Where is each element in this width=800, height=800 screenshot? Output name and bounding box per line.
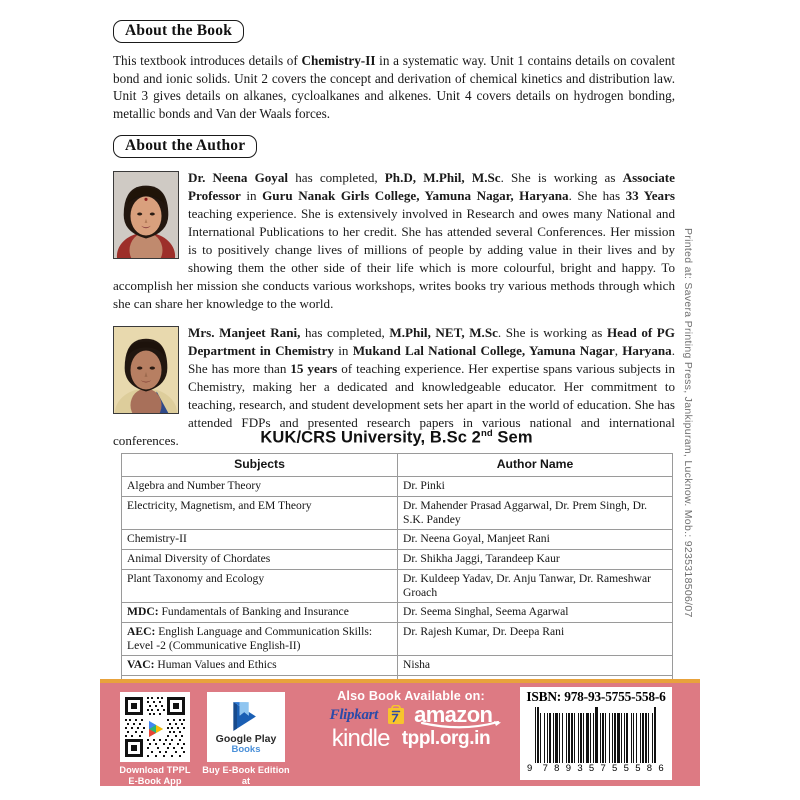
qr-code[interactable] <box>120 692 190 762</box>
about-the-book-paragraph: This textbook introduces details of Chemistry-II in a systematic way. Unit 1 contains details on covalent bond and ionic solids. Unit 2 covers the concept and derivation of chemical kinetics and distribution law. Unit 3 gives details on alkanes, cycloalkanes and alkenes. Unit 4 covers details on hydrogen bonding, metallic bonds and Van der Waals forces. <box>113 52 675 122</box>
barcode-digit: 5 <box>612 763 619 775</box>
table-row <box>122 476 673 496</box>
qr-caption-line2: E-Book App <box>128 776 182 787</box>
author-photo-manjeet-rani <box>113 326 179 414</box>
cell-subject: Electricity, Magnetism, and EM Theory <box>122 496 398 529</box>
author-bio-neena-goyal: Dr. Neena Goyal has completed, Ph.D, M.Phil, M.Sc. She is working as Associate Professor in Guru Nanak Girls College, Yamuna Nagar, Haryana. She has 33 Years teaching experience. She is extensively involved in Research and owes many National and International Publications to her credit. She has attended several Conferences. Her mission is to positively change lives of millions of people by adding value in their lives and by showing them the other side of their life which is more colourful, bright and happy. To accomplish her mission she conducts various workshops, writes books try various methods through which she can share her knowledge to the world. <box>113 169 676 311</box>
qr-code-icon <box>123 695 187 759</box>
tppl-website[interactable]: tppl.org.in <box>401 728 491 750</box>
gp-caption-line1: Buy E-Book Edition at <box>202 765 290 787</box>
cell-subject: AEC: English Language and Communication Skills: Level -2 (Communicative English-II) <box>122 623 398 656</box>
column-header-author-name: Author Name <box>398 453 673 476</box>
about-the-book-heading: About the Book <box>113 20 244 43</box>
barcode-digit: 7 <box>600 763 607 775</box>
syllabus-title-superscript: nd <box>480 428 493 439</box>
google-play-caption <box>198 765 294 799</box>
google-play-books-icon <box>228 700 264 733</box>
cell-author: Dr. Mahender Prasad Aggarwal, Dr. Prem Singh, Dr. S.K. Pandey <box>398 496 673 529</box>
amazon-swoosh-icon <box>420 721 504 730</box>
barcode-digit: 8 <box>554 763 561 775</box>
qr-caption <box>112 765 198 787</box>
google-books-label: Books <box>231 744 261 756</box>
amazon-wordmark: amazon <box>414 702 493 727</box>
barcode-digit: 6 <box>658 763 665 775</box>
stores-group <box>305 689 517 751</box>
syllabus-section <box>121 428 672 696</box>
table-row <box>122 549 673 569</box>
table-row <box>122 496 673 529</box>
about-the-author-heading: About the Author <box>113 135 257 158</box>
author-bio-manjeet-rani: Mrs. Manjeet Rani, has completed, M.Phil, NET, M.Sc. She is working as Head of PG Department in Chemistry in Mukand Lal National College, Yamuna Nagar, Haryana. She has more than 15 years of teaching experience. Her expertise spans various subjects in Chemistry, making her a dedicated and knowledgeable educator. Her commitment to teaching, research, and student development sets her apart in the world of education. She has attended FDPs and presented research papers in various national and international conferences. <box>113 324 675 448</box>
flipkart-bag-icon <box>387 705 405 725</box>
table-row <box>122 656 673 676</box>
cell-subject: MDC: Fundamentals of Banking and Insurance <box>122 603 398 623</box>
barcode-digit: 5 <box>623 763 631 775</box>
cell-subject: Algebra and Number Theory <box>122 476 398 496</box>
barcode-digit: 3 <box>577 763 584 775</box>
table-row <box>122 603 673 623</box>
cell-author: Dr. Neena Goyal, Manjeet Rani <box>398 529 673 549</box>
isbn-barcode-card <box>520 687 672 780</box>
qr-caption-line1: Download TPPL <box>119 765 191 775</box>
google-play-label: Google Play <box>215 733 277 746</box>
kindle-logo[interactable]: kindle <box>331 724 390 752</box>
table-row <box>122 623 673 656</box>
author-photo-neena-goyal <box>113 171 179 259</box>
column-header-subjects: Subjects <box>122 453 398 476</box>
cell-subject: Plant Taxonomy and Ecology <box>122 569 398 602</box>
printed-at-credit: Printed at: Savera Printing Press, Jankipuram, Lucknow. Mob.: 9235318506/07 <box>682 228 694 618</box>
flipkart-logo[interactable]: Flipkart <box>329 706 379 723</box>
cell-subject: Animal Diversity of Chordates <box>122 549 398 569</box>
table-row <box>122 569 673 602</box>
cell-author: Dr. Rajesh Kumar, Dr. Deepa Rani <box>398 623 673 656</box>
cell-subject: VAC: Human Values and Ethics <box>122 656 398 676</box>
barcode-digit: 7 <box>542 763 550 775</box>
bottom-promo-banner <box>100 679 700 798</box>
cell-author: Dr. Shikha Jaggi, Tarandeep Kaur <box>398 549 673 569</box>
barcode-digit: 5 <box>635 763 642 775</box>
barcode-digit: 9 <box>565 763 573 775</box>
cell-author: Dr. Kuldeep Yadav, Dr. Anju Tanwar, Dr. Rameshwar Groach <box>398 569 673 602</box>
syllabus-table-body <box>122 476 673 696</box>
gp-caption-line2: Googie Play Books <box>203 787 289 798</box>
cell-subject: Chemistry-II <box>122 529 398 549</box>
syllabus-table <box>121 453 673 697</box>
syllabus-title-main: KUK/CRS University, B.Sc 2 <box>260 428 481 447</box>
barcode-digit: 9 <box>527 763 534 775</box>
syllabus-title-tail: Sem <box>492 428 533 447</box>
google-play-books-card[interactable] <box>207 692 285 762</box>
barcode-digits <box>525 763 667 774</box>
cell-author: Nisha <box>398 656 673 676</box>
cell-author: Dr. Pinki <box>398 476 673 496</box>
syllabus-title <box>121 428 672 448</box>
stores-row-1 <box>305 702 517 727</box>
barcode-digit: 5 <box>588 763 596 775</box>
barcode <box>525 707 667 763</box>
table-header-row <box>122 453 673 476</box>
barcode-digit: 8 <box>646 763 654 775</box>
table-row <box>122 529 673 549</box>
stores-row-2 <box>305 724 517 752</box>
cell-author: Dr. Seema Singhal, Seema Agarwal <box>398 603 673 623</box>
amazon-logo[interactable] <box>414 702 493 727</box>
stores-title: Also Book Available on: <box>337 689 485 703</box>
isbn-label: ISBN: 978-93-5755-558-6 <box>526 689 666 704</box>
